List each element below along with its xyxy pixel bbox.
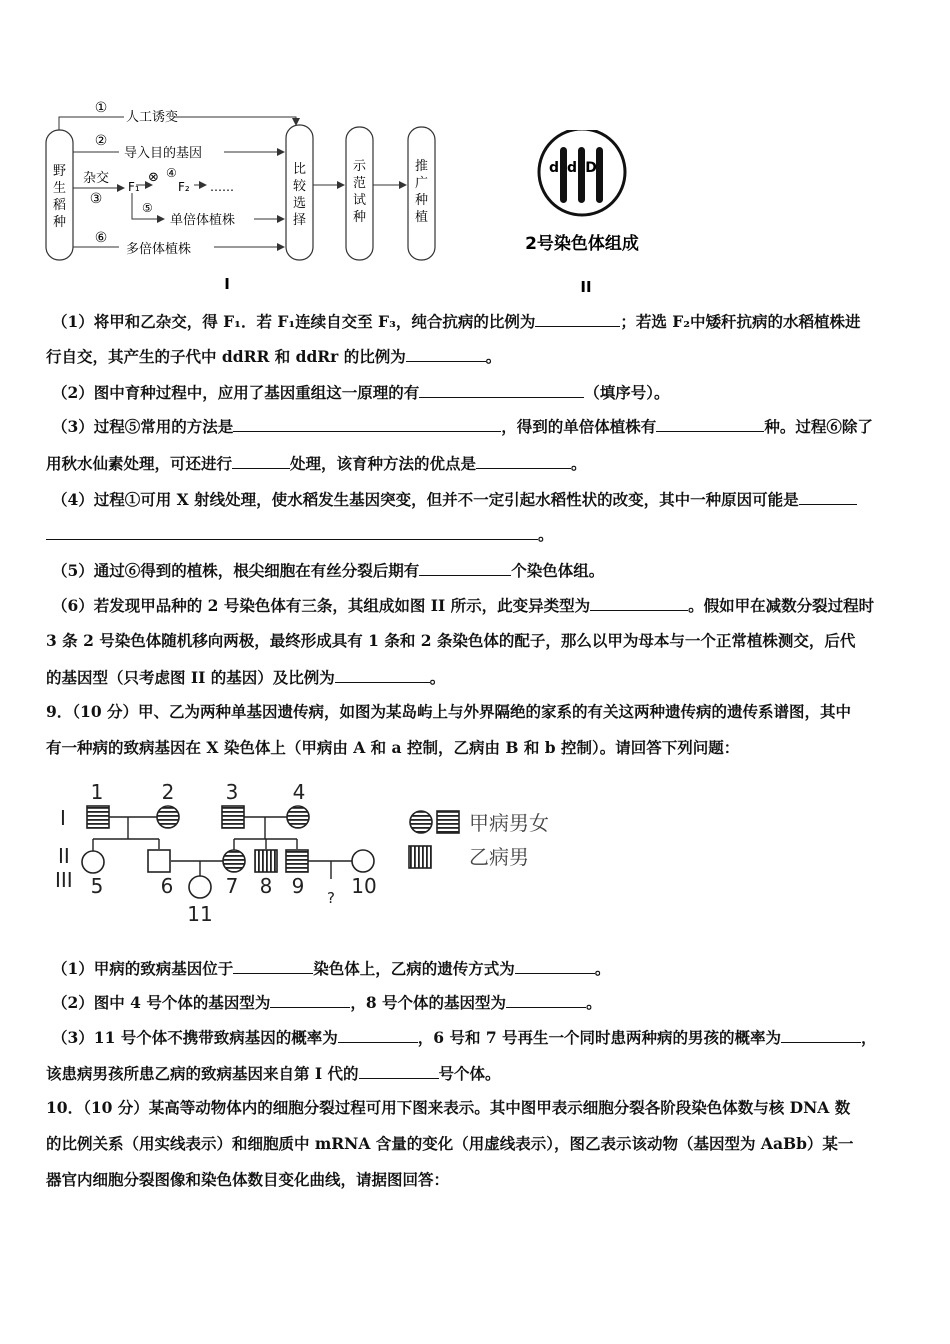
chromosome-caption: 2号染色体组成: [525, 234, 639, 254]
q8-5-line: [52, 560, 604, 581]
pedigree-individual-8: [255, 850, 277, 872]
q10-line1: 10．（10 分）某高等动物体内的细胞分裂过程可用下图来表示。其中图甲表示细胞分裂各阶段染色体数与核 DNA 数: [46, 1098, 851, 1117]
q8-3-text-b: ，得到的单倍体植株有: [501, 417, 657, 436]
q8-4-text-b: 。: [538, 525, 554, 544]
answer-blank[interactable]: [506, 992, 586, 1008]
id-label-8: 8: [259, 874, 273, 898]
answer-blank[interactable]: [270, 992, 350, 1008]
q8-1-text-b: ；若选 F₂中矮秆抗病的水稻植株进: [620, 312, 861, 331]
promote-char-1: 推: [414, 159, 429, 174]
id-label-6: 6: [160, 874, 174, 898]
q8-4-line2: [46, 524, 554, 545]
q8-2-text-b: （填序号）。: [584, 383, 670, 402]
promote-char-3: 种: [414, 193, 429, 208]
step-5-circle: ⑤: [142, 201, 153, 215]
q8-6-text-e: 。: [429, 668, 446, 687]
q8-6-line2: [46, 631, 855, 651]
q8-4-text-a: （4）过程①可用 X 射线处理，使水稻发生基因突变，但并不一定引起水稻性状的改变，其中一种原因可能是: [52, 490, 799, 509]
q8-6-line3: [46, 667, 445, 688]
answer-blank[interactable]: [590, 595, 688, 611]
pedigree-individual-10: [352, 850, 374, 872]
q8-6-text-d: 的基因型（只考虑图 II 的基因）及比例为: [46, 668, 335, 687]
q9-3-text-d: 该患病男孩所患乙病的致病基因来自第 I 代的: [46, 1064, 359, 1083]
q9-3-text-c: ，: [861, 1028, 877, 1047]
gen-label-iii: III: [55, 868, 73, 892]
q9-3-text-e: 号个体。: [438, 1064, 501, 1083]
q8-2-line: [52, 382, 670, 403]
figure-ii-caption: II: [580, 278, 592, 296]
wild-rice-char-2: 生: [52, 181, 67, 196]
q8-3-text-c: 种。过程⑥除了: [764, 417, 873, 436]
legend-male-yi-icon: [409, 846, 431, 868]
id-label-1: 1: [90, 780, 104, 804]
q8-6-text-a: （6）若发现甲品种的 2 号染色体有三条，其组成如图 II 所示，此变异类型为: [52, 596, 591, 615]
q9-2-text-c: 。: [586, 993, 602, 1012]
answer-blank[interactable]: [338, 1027, 418, 1043]
answer-blank[interactable]: [46, 524, 538, 540]
figure-i-caption: I: [224, 275, 230, 293]
answer-blank[interactable]: [781, 1027, 861, 1043]
step-4-circle: ④: [166, 166, 177, 180]
q9-2-line: [52, 992, 602, 1013]
step-6-circle: ⑥: [94, 230, 108, 246]
compare-char-3: 选: [292, 196, 307, 211]
q9-1-text-c: 。: [594, 959, 611, 978]
id-label-9: 9: [291, 874, 305, 898]
id-label-3: 3: [225, 780, 239, 804]
wild-rice-char-4: 种: [52, 215, 67, 230]
gene-label-1: d: [548, 160, 560, 176]
answer-blank[interactable]: [515, 958, 595, 974]
pedigree-individual-7: [223, 850, 245, 872]
legend-male-jia-icon: [437, 811, 459, 833]
q9-3-text-a: （3）11 号个体不携带致病基因的概率为: [52, 1028, 338, 1047]
pedigree-individual-3: [222, 806, 244, 828]
step-1-circle: ①: [94, 100, 108, 116]
q9-3-line1: [52, 1027, 877, 1048]
answer-blank[interactable]: [406, 346, 486, 362]
q9-3-line2: [46, 1063, 501, 1084]
pedigree-individual-9: [286, 850, 308, 872]
q9-1-line: [52, 958, 610, 979]
q8-3-text-a: （3）过程⑤常用的方法是: [52, 417, 234, 436]
row-mutagenesis-label: 人工诱变: [126, 110, 179, 125]
pedigree-chart: [50, 775, 580, 935]
selfing-symbol: ⊗: [148, 170, 159, 185]
q9-1-text-b: 染色体上，乙病的遗传方式为: [313, 959, 515, 978]
q9-intro-line1: 9．（10 分）甲、乙为两种单基因遗传病，如图为某岛屿上与外界隔绝的家系的有关这两种遗传病的遗传系谱图，其中: [46, 702, 852, 721]
row-gene-transfer-label: 导入目的基因: [124, 146, 203, 161]
row-hybridize-label: 杂交: [82, 171, 110, 186]
pedigree-individual-5: [82, 851, 104, 873]
answer-blank[interactable]: [799, 489, 857, 505]
q8-6-text-b: 。假如甲在减数分裂过程时: [688, 596, 875, 615]
id-label-10: 10: [351, 874, 377, 898]
q9-intro-line2: 有一种病的致病基因在 X 染色体上（甲病由 A 和 a 控制，乙病由 B 和 b 控制）。请回答下列问题：: [46, 738, 740, 757]
q8-6-line1: [52, 595, 874, 616]
answer-blank[interactable]: [233, 416, 501, 432]
q8-1-text-c: 行自交，其产生的子代中 ddRR 和 ddRr 的比例为: [46, 347, 406, 366]
q10-line2: 的比例关系（用实线表示）和细胞质中 mRNA 含量的变化（用虚线表示），图乙表示该动物（基因型为 AaBb）某一: [46, 1134, 854, 1153]
gen-label-ii: II: [58, 844, 70, 868]
gene-label-3: D: [585, 160, 597, 176]
chromosome-1: [560, 147, 567, 203]
answer-blank[interactable]: [359, 1063, 439, 1079]
q8-1-line1: [52, 311, 861, 332]
q9-2-text-a: （2）图中 4 号个体的基因型为: [52, 993, 271, 1012]
q8-1-text-a: （1）将甲和乙杂交，得 F₁．若 F₁连续自交至 F₃，纯合抗病的比例为: [52, 312, 536, 331]
chromosome-3: [596, 147, 603, 203]
wild-rice-char-1: 野: [52, 164, 67, 179]
answer-blank[interactable]: [335, 667, 430, 683]
pedigree-individual-6: [148, 850, 170, 872]
f2-label: F₂: [178, 180, 190, 194]
pedigree-individual-1: [87, 806, 109, 828]
compare-char-4: 择: [292, 213, 307, 228]
step-2-circle: ②: [94, 133, 108, 149]
row-haploid-label: 单倍体植株: [170, 213, 236, 228]
id-label-7: 7: [225, 874, 239, 898]
compare-char-2: 较: [292, 179, 307, 194]
q8-4-line1: [52, 489, 857, 510]
q10-line3: 器官内细胞分裂图像和染色体数目变化曲线，请据图回答：: [46, 1170, 450, 1189]
row-polyploid-label: 多倍体植株: [126, 242, 192, 257]
answer-blank[interactable]: [232, 453, 290, 469]
promote-char-4: 植: [414, 210, 429, 225]
breeding-flow-diagram: [44, 95, 444, 295]
q8-3-line2: [46, 453, 587, 474]
q8-1-text-d: 。: [485, 347, 502, 366]
pedigree-individual-2: [157, 806, 179, 828]
id-label-5: 5: [90, 874, 104, 898]
demo-char-1: 示: [352, 159, 367, 174]
chromosome-2: [578, 147, 585, 203]
pedigree-individual-11: [189, 876, 211, 898]
q9-3-text-b: ，6 号和 7 号再生一个同时患两种病的男孩的概率为: [417, 1028, 782, 1047]
answer-blank[interactable]: [419, 382, 584, 398]
q8-6-text-c: 3 条 2 号染色体随机移向两极，最终形成具有 1 条和 2 条染色体的配子，那么以甲为母本与一个正常植株测交，后代: [46, 631, 856, 650]
f1-label: F₁: [128, 180, 140, 194]
q8-5-text-a: （5）通过⑥得到的植株，根尖细胞在有丝分裂后期有: [52, 561, 420, 580]
pedigree-individual-4: [287, 806, 309, 828]
answer-blank[interactable]: [535, 311, 620, 327]
chromosome-figure: [510, 130, 660, 300]
id-label-2: 2: [161, 780, 175, 804]
legend-yi-label: 乙病男: [469, 845, 529, 869]
q8-1-line2: [46, 346, 501, 367]
gen-label-i: I: [60, 806, 66, 830]
answer-blank[interactable]: [476, 453, 571, 469]
demo-char-4: 种: [352, 210, 367, 225]
answer-blank[interactable]: [419, 560, 511, 576]
demo-char-3: 试: [352, 193, 367, 208]
id-label-11: 11: [187, 902, 213, 926]
q8-3-line1: [52, 416, 873, 437]
unknown-offspring-label: ?: [327, 889, 335, 907]
wild-rice-char-3: 稻: [52, 198, 67, 213]
q8-3-text-d: 用秋水仙素处理，可还进行: [46, 454, 233, 473]
ellipsis: ……: [210, 180, 234, 194]
gene-label-2: d: [566, 160, 578, 176]
step-3-circle: ③: [89, 191, 103, 207]
legend-jia-label: 甲病男女: [469, 811, 549, 835]
answer-blank[interactable]: [656, 416, 764, 432]
q8-3-text-f: 。: [571, 454, 587, 473]
promote-char-2: 广: [414, 176, 429, 191]
legend-female-jia-icon: [410, 811, 432, 833]
q8-5-text-b: 个染色体组。: [511, 561, 605, 580]
q9-2-text-b: ，8 号个体的基因型为: [350, 993, 507, 1012]
answer-blank[interactable]: [233, 958, 313, 974]
q8-2-text-a: （2）图中育种过程中，应用了基因重组这一原理的有: [52, 383, 420, 402]
id-label-4: 4: [292, 780, 306, 804]
compare-char-1: 比: [292, 162, 307, 177]
demo-char-2: 范: [352, 176, 367, 191]
q8-3-text-e: 处理，该育种方法的优点是: [290, 454, 477, 473]
q9-1-text-a: （1）甲病的致病基因位于: [52, 959, 234, 978]
